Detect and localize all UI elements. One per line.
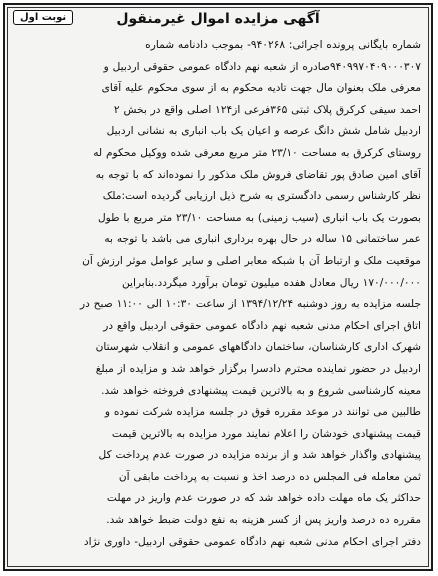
body-line: شهرک اداری کارشناسان، ساختمان دادگاههای عمومی و انقلاب شهرستان (95, 341, 421, 354)
body-line: اردبیل شامل شش دانگ عرصه و اعیان یک باب انباری به نشانی اردبیل (106, 125, 421, 138)
body-line: معینه کارشناسی شروع و به بالاترین قیمت پیشنهادی فروخته خواهد شد. (101, 384, 421, 397)
body-line: جلسه مزایده به روز دوشنبه ۱۳۹۴/۱۲/۲۴ از ساعت ۱۰:۳۰ الی ۱۱:۰۰ صبح در (79, 298, 421, 311)
body-line: قیمت پیشنهادی خودشان را اعلام نمایند مورد مزایده به بالاترین قیمت (111, 427, 421, 440)
body-line: احمد سیفی کرکرق پلاک ثبتی ۳۶۵فرعی از۱۲۴ اصلی واقع در بخش ۲ (113, 103, 421, 116)
body-line: اتاق اجرای احکام مدنی شعبه نهم دادگاه عمومی حقوقی اردبیل واقع در (103, 319, 421, 332)
body-line: عمر ساختمانی ۱۵ ساله در حال بهره برداری انباری می باشد با توجه به (104, 233, 421, 246)
body-line: نظر کارشناس رسمی دادگستری به شرح ذیل ارزیابی گردیده است:ملک (102, 190, 421, 203)
notice-signature: دفتر اجرای احکام مدنی شعبه نهم دادگاه عمومی حقوقی اردبیل- داوری نژاد (83, 535, 421, 548)
body-line: شماره بایگانی پرونده اجرائی: ۹۴۰۲۶۸- بموجب دادنامه شماره (145, 39, 421, 51)
body-line: روستای کرکرق به مساحت ۲۳/۱۰ متر مربع معرفی شده ووکیل محکوم له (93, 146, 421, 159)
auction-notice (3, 3, 433, 571)
body-line: حداکثر یک ماه مهلت داده خواهد شد که در صورت عدم واریز در مهلت (106, 492, 421, 505)
body-line: ثمن معامله فی المجلس ده درصد اخذ و نسبت به پرداخت مابقی آن (118, 470, 421, 483)
body-line: طالبین می توانند در موعد مقرره فوق در جلسه مزایده شرکت نموده و (104, 406, 421, 419)
body-line: موقعیت ملک و ارتباط آن با شبکه معابر اصلی و سایر عوامل موثر ارزش آن (82, 254, 421, 267)
body-line: معرفی ملک بعنوان مال جهت تادیه محکوم به از سوی محکوم علیه آقای (101, 82, 421, 95)
notice-badge: نوبت اول (13, 10, 73, 25)
body-line: مقرره ده درصد واریز پس از کسر هزینه به نفع دولت ضبط خواهد شد. (106, 514, 421, 527)
body-line: آقای امین صادق پور تقاضای فروش ملک مذکور را نموده‌اند که با توجه به (95, 168, 421, 181)
notice-title: آگهی مزایده اموال غیرمنقول (116, 11, 320, 27)
body-line: اردبیل در حضور نماینده محترم دادسرا برگزار خواهد شد و مزایده از مبلغ (95, 362, 421, 375)
body-line: ۱۷۰/۰۰۰/۰۰۰ ریال معادل هفده میلیون تومان برآورد میگردد.بنابراین (121, 276, 421, 289)
body-line: ۹۴۰۹۹۷۰۴۰۹۰۰۰۳۰۷صادره از شعبه نهم دادگاه عمومی حقوقی اردبیل و (103, 60, 421, 73)
notice-body (15, 35, 421, 553)
body-line: بصورت یک باب انباری (سیب زمینی) به مساحت ۲۳/۱۰ متر مربع با طول (97, 211, 421, 224)
body-line: پیشنهادی واگذار خواهد شد و از برنده مزایده در صورت عدم پرداخت کل (98, 449, 421, 462)
